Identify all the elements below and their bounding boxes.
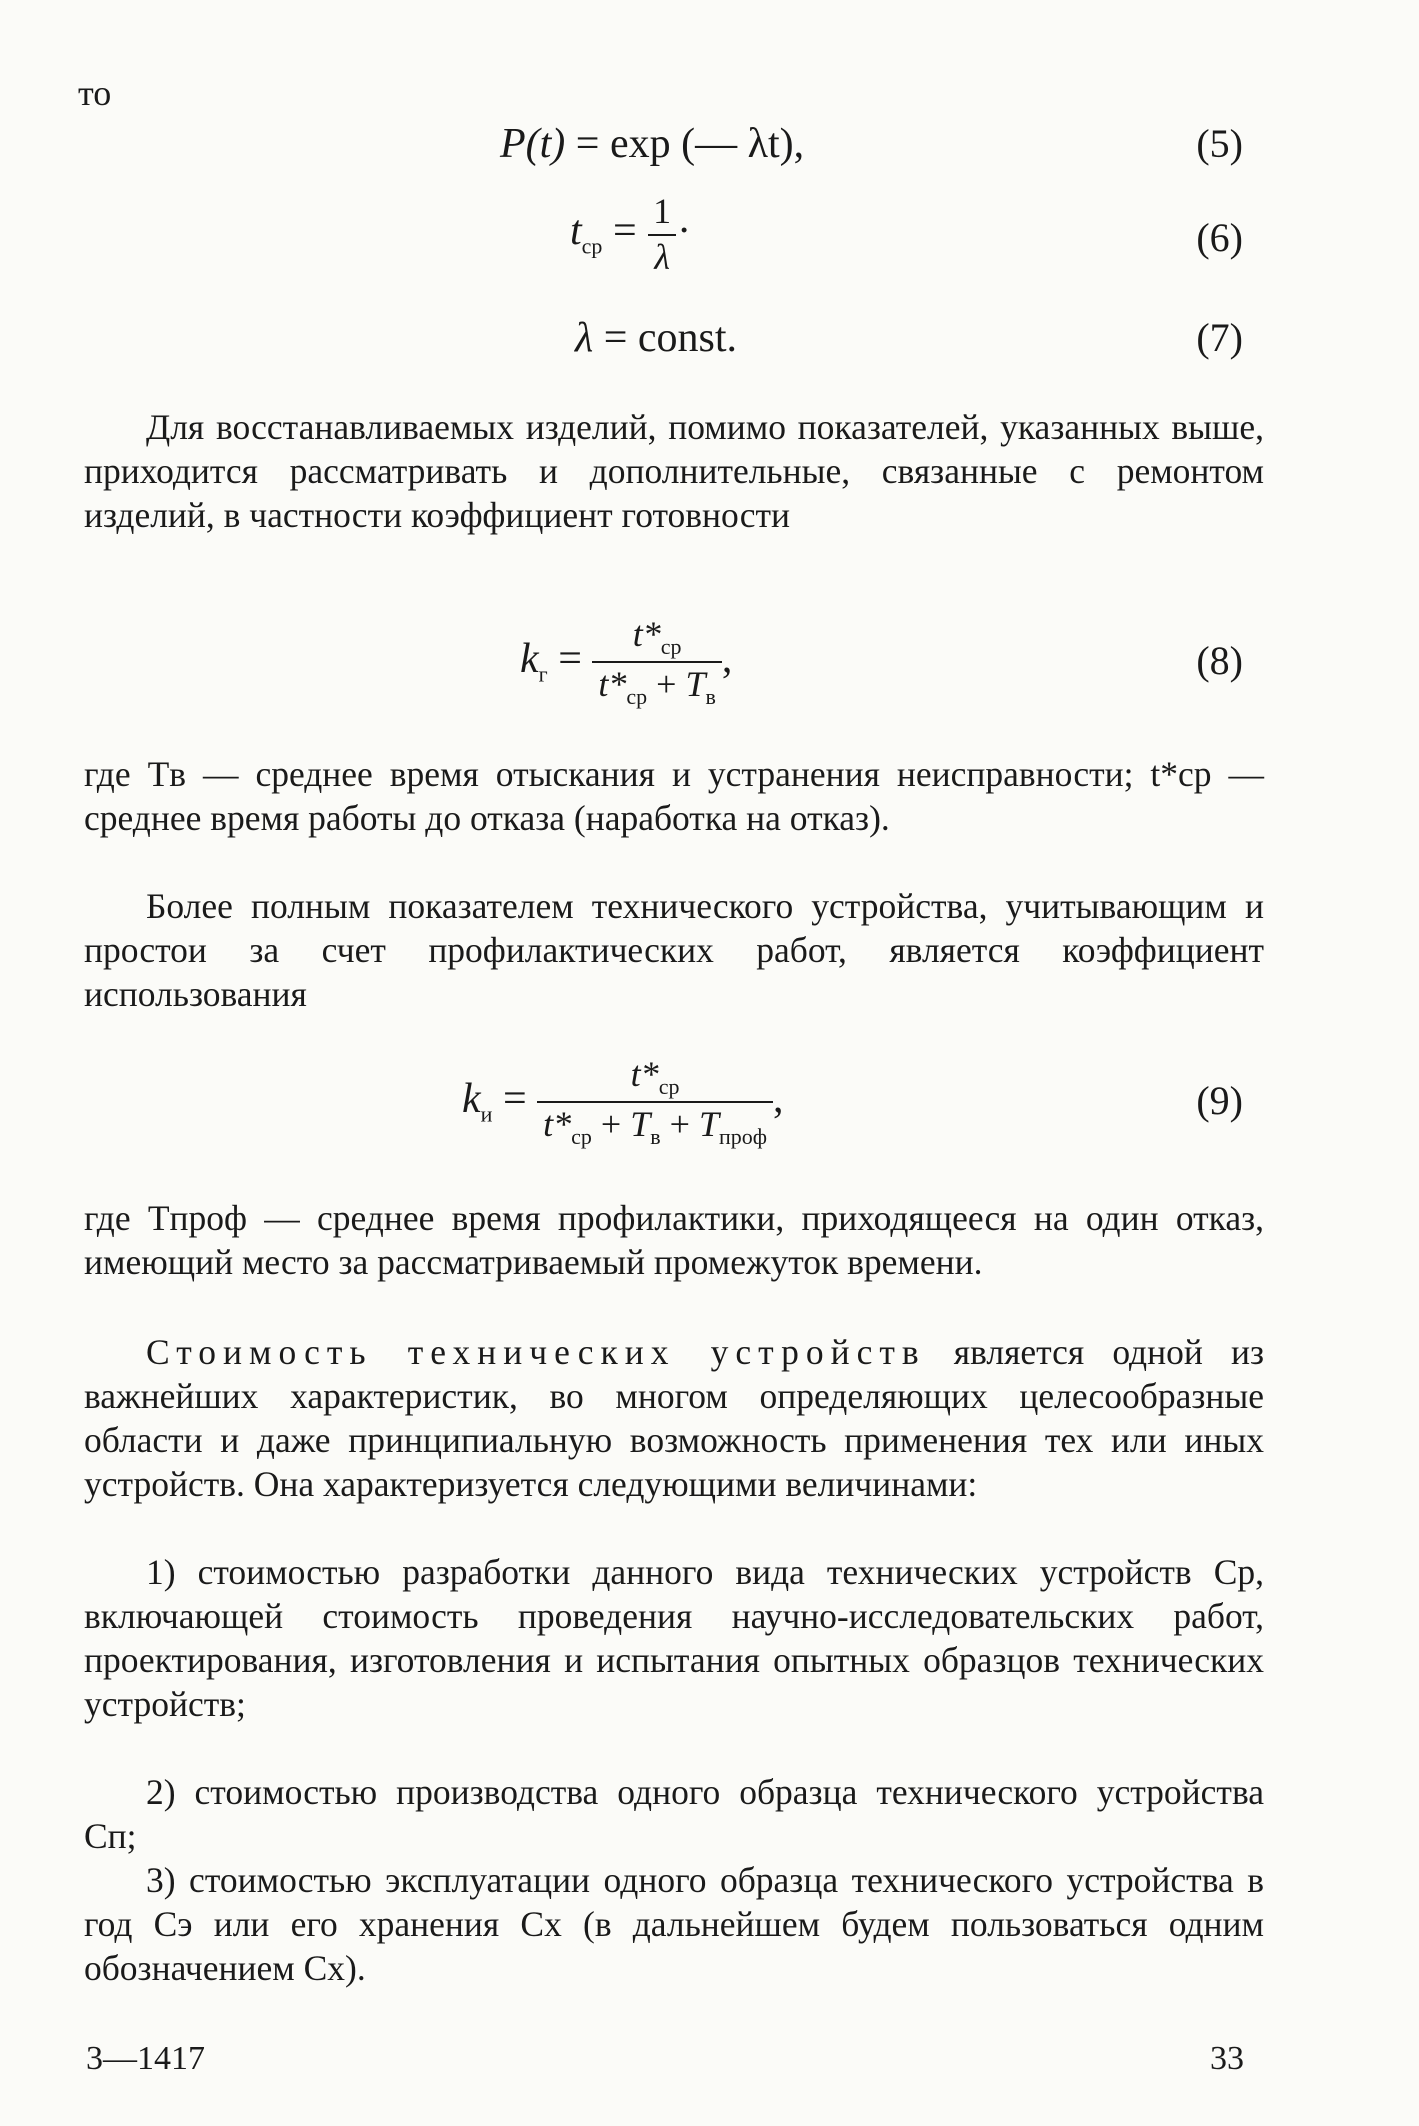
equation-9 [0,1055,1419,1165]
eq8-lhs: k [520,636,539,683]
eq6-number: (6) [1196,215,1243,260]
equation-6 [0,191,1419,286]
eq6-op: = [602,208,648,255]
eq9-fraction [537,1055,773,1150]
eq6-lhs: t [570,208,582,255]
paragraph-5 [84,1330,1264,1506]
eq9-op: = [492,1076,538,1123]
eq9-number: (9) [1196,1078,1243,1123]
eq8-number: (8) [1196,638,1243,683]
equation-8 [0,615,1419,725]
eq8-tail: , [721,636,733,683]
eq8-lhs-sub: г [538,661,548,687]
eq8-fraction [592,615,722,710]
page-number: 33 [1210,2040,1244,2077]
eq8-op: = [547,636,593,683]
eq5-lhs: P(t) [500,121,566,167]
eq8-numerator: $t*_{ср}$ [632,614,682,660]
eq7-rhs: const. [637,315,738,361]
eq6-numerator: 1 [653,191,672,231]
list-item-3: 3) стоимостью эксплуатации одного образца технического устройства в год Cэ или его хранения Cх (в дальнейшем будем пользоваться одним обозначением Cх). [84,1860,1264,1988]
eq5-rhs: exp (— λt), [609,121,805,167]
paragraph-5-text: является одной из важнейших характеристик, во многом определяющих целесообразные области и даже принципиальную возможность применения тех или иных устройств. Она характеризуется следующими величинами: [84,1332,1265,1504]
list-item-1: 1) стоимостью разработки данного вида технических устройств Cр, включающей стоимость проведения научно-исследовательских работ, проектирования, изготовления и испытания опытных образцов технических устройств; [84,1552,1264,1724]
eq6-lhs-sub: ср [581,233,603,259]
paragraph-1: Для восстанавливаемых изделий, помимо показателей, указанных выше, приходится рассматривать и дополнительные, связанные с ремонтом изделий, в частности коэффициент готовности [84,407,1264,535]
eq6-denominator: λ [648,234,676,278]
eq9-lhs-sub: и [480,1101,493,1127]
list-item-2: 2) стоимостью производства одного образца технического устройства Cп; [84,1772,1264,1856]
paragraph-2: где Tв — среднее время отыскания и устранения неисправности; t*ср — среднее время работы до отказа (наработка на отказ). [84,754,1264,838]
spaced-term: Стоимость технических устройств [146,1332,926,1372]
signature-mark: 3—1417 [86,2040,205,2077]
equation-7 [0,314,1419,404]
eq9-tail: , [773,1076,784,1123]
eq9-lhs: k [462,1076,481,1123]
paragraph-4: где Tпроф — среднее время профилактики, приходящееся на один отказ, имеющий место за рассматриваемый промежуток времени. [84,1198,1264,1282]
eq7-lhs: λ [575,315,594,361]
eq6-fraction [647,192,677,277]
eq6-tail: · [677,208,692,255]
eq7-op: = [593,315,638,361]
eq7-number: (7) [1196,315,1243,360]
eq5-op: = [565,121,610,167]
eq5-number: (5) [1196,121,1243,166]
lead-word: то [78,73,112,113]
eq8-denominator: $t*_{ср} + T_в$ [592,661,722,709]
eq9-numerator: $t*_{ср}$ [630,1054,680,1100]
paragraph-3: Более полным показателем технического устройства, учитывающим и простои за счет профилактических работ, является коэффициент использования [84,886,1264,1014]
eq9-denominator: $t*_{ср} + T_в + T_{проф}$ [537,1101,773,1149]
